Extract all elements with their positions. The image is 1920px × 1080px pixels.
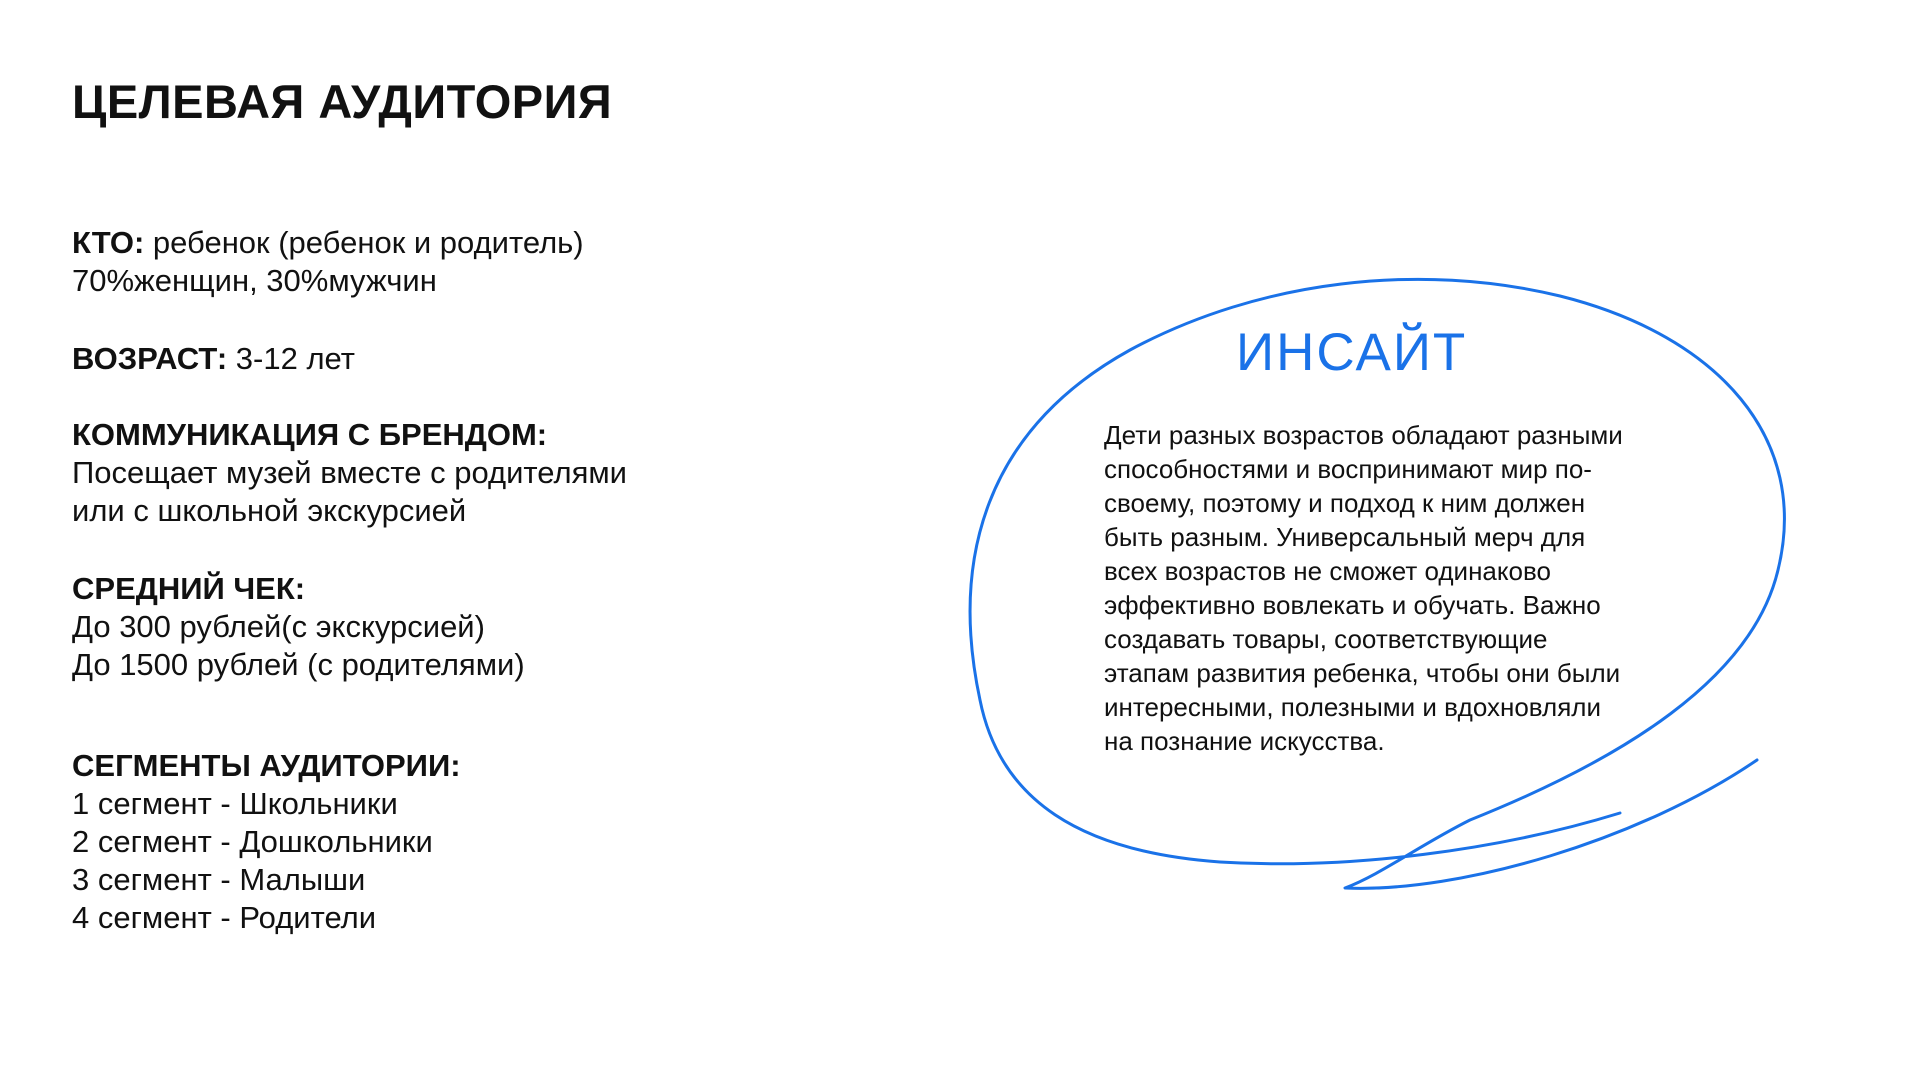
average-check-block [72, 570, 525, 684]
average-check-line: До 1500 рублей (с родителями) [72, 647, 525, 682]
insight-line: этапам развития ребенка, чтобы они были [1104, 658, 1621, 688]
page-title: ЦЕЛЕВАЯ АУДИТОРИЯ [72, 75, 613, 128]
insight-line: всех возрастов не сможет одинаково [1104, 556, 1551, 586]
segments-label: СЕГМЕНТЫ АУДИТОРИИ: [72, 748, 461, 783]
age-label: ВОЗРАСТ: [72, 341, 228, 376]
segments-block [72, 747, 461, 937]
who-block [72, 224, 584, 300]
age-line [72, 340, 355, 378]
segment-item: 1 сегмент - Школьники [72, 786, 398, 821]
insight-line: способностями и воспринимают мир по- [1104, 454, 1592, 484]
communication-line: Посещает музей вместе с родителями [72, 455, 627, 490]
insight-line: на познание искусства. [1104, 726, 1385, 756]
segment-item: 3 сегмент - Малыши [72, 862, 366, 897]
gender-split: 70%женщин, 30%мужчин [72, 263, 437, 298]
communication-line: или с школьной экскурсией [72, 493, 467, 528]
average-check-line: До 300 рублей(с экскурсией) [72, 609, 485, 644]
insight-line: быть разным. Универсальный мерч для [1104, 522, 1586, 552]
insight-line: эффективно вовлекать и обучать. Важно [1104, 590, 1601, 620]
segment-item: 2 сегмент - Дошкольники [72, 824, 433, 859]
insight-line: своему, поэтому и подход к ним должен [1104, 488, 1586, 518]
segment-item: 4 сегмент - Родители [72, 900, 377, 935]
who-label: КТО: [72, 225, 145, 260]
communication-block [72, 416, 627, 530]
communication-label: КОММУНИКАЦИЯ С БРЕНДОМ: [72, 417, 548, 452]
insight-line: создавать товары, соответствующие [1104, 624, 1548, 654]
insight-text [1104, 418, 1714, 758]
age-block [72, 340, 355, 378]
who-line [72, 224, 584, 262]
average-check-label: СРЕДНИЙ ЧЕК: [72, 571, 306, 606]
insight-title: ИНСАЙТ [1236, 323, 1468, 382]
age-value: 3-12 лет [227, 341, 355, 376]
insight-line: интересными, полезными и вдохновляли [1104, 692, 1601, 722]
who-value: ребенок (ребенок и родитель) [144, 225, 584, 260]
insight-line: Дети разных возрастов обладают разными [1104, 420, 1623, 450]
